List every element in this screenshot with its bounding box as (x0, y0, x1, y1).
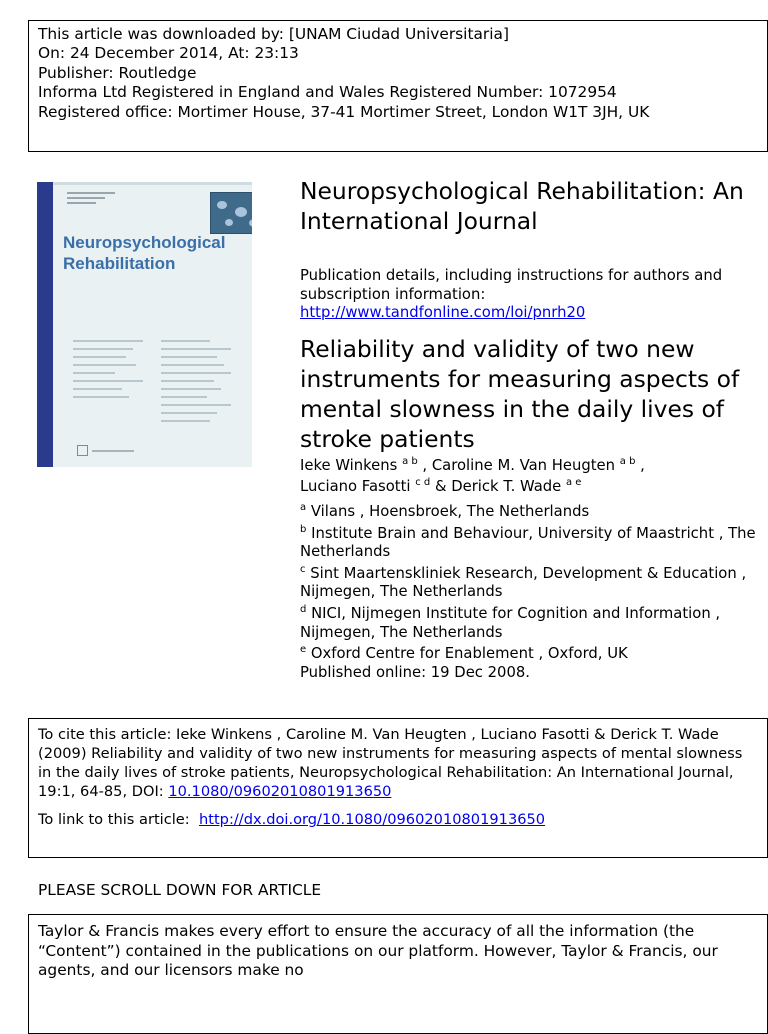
cover-spine (37, 182, 53, 467)
download-info-box (28, 20, 768, 152)
disclaimer-box (28, 914, 768, 1034)
publisher-logo (77, 440, 135, 452)
registration: Informa Ltd Registered in England and Wales Registered Number: 1072954 (38, 83, 617, 102)
affiliation-item: $^c$ Sint Maartenskliniek Research, Development & Education , Nijmegen, The Netherlands (300, 563, 747, 601)
download-line: This article was downloaded by: [UNAM Ciudad Universitaria] (38, 25, 509, 43)
doi-link[interactable]: 10.1080/09602010801913650 (168, 783, 392, 800)
published-date: Published online: 19 Dec 2008. (300, 663, 530, 681)
publication-details: Publication details, including instructions for authors and subscription information: http://www.tandfonline.com/loi/pnrh20 (300, 267, 723, 322)
affiliation-item: $^b$ Institute Brain and Behaviour, University of Maastricht , The Netherlands (300, 523, 756, 561)
article-link-line (38, 810, 758, 829)
cover-small-text (67, 192, 115, 210)
disclaimer-text: Taylor & Francis makes every effort to ensure the accuracy of all the information (the “Content”) contained in the publications on our platform. However, Taylor & Francis, our agents, and our licensors make no (38, 922, 718, 979)
publisher: Publisher: Routledge (38, 63, 197, 82)
scroll-notice: PLEASE SCROLL DOWN FOR ARTICLE (38, 881, 322, 899)
link-label: To link to this article: (38, 811, 190, 828)
author-list: Ieke Winkens $^{a b}$ , Caroline M. Van Heugten $^{a b}$ , Luciano Fasotti $^{c d}$ & Derick T. Wade $^{a e}$ (300, 456, 645, 495)
author: Caroline M. Van Heugten (431, 457, 616, 474)
affiliation-item: $^a$ Vilans , Hoensbroek, The Netherlands (300, 502, 590, 520)
affiliations (300, 503, 760, 682)
cover-artwork (210, 192, 252, 234)
author: Luciano Fasotti (300, 478, 411, 495)
author: Ieke Winkens (300, 457, 398, 474)
journal-cover-image (37, 182, 252, 467)
registered-office: Registered office: Mortimer House, 37-41 Mortimer Street, London W1T 3JH, UK (38, 102, 650, 121)
cover-title: Neuropsychological Rehabilitation (63, 233, 226, 273)
citation-box (28, 718, 768, 858)
author: Derick T. Wade (451, 478, 562, 495)
article-doi-url[interactable]: http://dx.doi.org/10.1080/09602010801913650 (198, 811, 546, 828)
citation-text: To cite this article: Ieke Winkens , Caroline M. Van Heugten , Luciano Fasotti & Derick T. Wade (2009) Reliability and validity of two new instruments for measuring aspects of mental slowness in the daily lives of stroke patients, Neuropsychological Rehabilitation: An International Journal, 19:1, 64-85, DOI: 10.1080/09602010801913650 (38, 726, 743, 800)
journal-title: Neuropsychological Rehabilitation: An International Journal (300, 177, 744, 235)
affiliation-item: $^e$ Oxford Centre for Enablement , Oxford, UK (300, 644, 628, 663)
affiliation-item: $^d$ NICI, Nijmegen Institute for Cognition and Information , Nijmegen, The Netherlands (300, 604, 721, 641)
article-title: Reliability and validity of two new instruments for measuring aspects of mental slowness in the daily lives of stroke patients (300, 335, 740, 453)
journal-link[interactable]: http://www.tandfonline.com/loi/pnrh20 (300, 304, 586, 322)
download-date: On: 24 December 2014, At: 23:13 (38, 44, 299, 63)
